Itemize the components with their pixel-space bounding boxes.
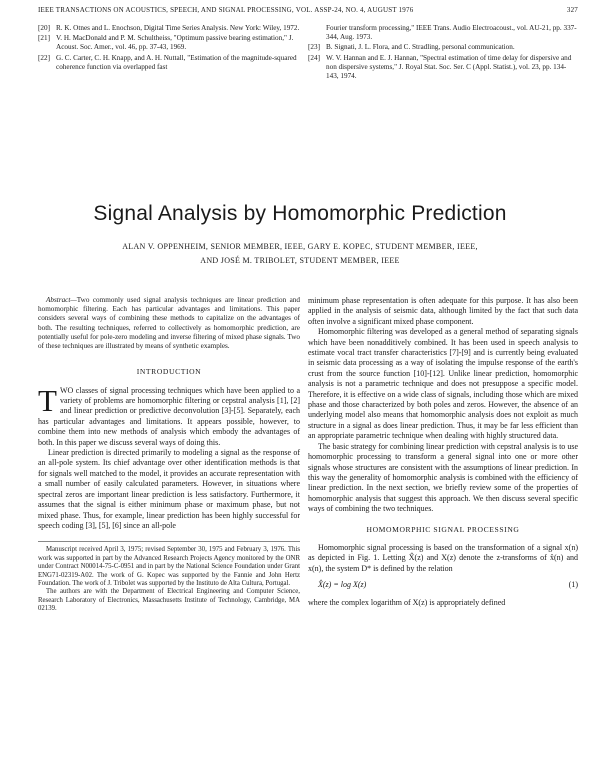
right-paragraph-3: The basic strategy for combining linear prediction with cepstral analysis is to use homomorphic processing to transform a general signal into one or more other signals whose structures are consistent with the assumptions of linear prediction. In this way the generality of homomorphic analysis is combined with the efficiency of linear prediction. In the next section, we briefly review some of the properties of homomorphic analysis that suggest this approach. We then discuss several specific ways of combining the two techniques. <box>308 441 578 514</box>
equation-1 <box>308 578 578 594</box>
journal-name: IEEE TRANSACTIONS ON ACOUSTICS, SPEECH, AND SIGNAL PROCESSING, VOL. ASSP-24, NO. 4, AUGUST 1976 <box>38 6 414 14</box>
reference-text: V. H. MacDonald and P. M. Schultheiss, "Optimum passive bearing estimation," J. Acoust. Soc. Amer., vol. 46, pp. 37-43, 1969. <box>56 34 294 52</box>
left-text-column <box>38 296 300 614</box>
abstract-text: Two commonly used signal analysis techniques are linear prediction and homomorphic filtering. Each has particular advantages and limitations. This paper considers several ways of combining these methods to capitalize on the advantages of both. The resulting techniques, referred to collectively as homomorphic prediction, are potentially useful for pole-zero modeling and inverse filtering of mixed phase signals. Two of these techniques are illustrated by means of synthetic examples. <box>38 296 300 351</box>
page-number: 327 <box>566 6 578 14</box>
reference-item <box>308 43 578 52</box>
section-heading-homomorphic: HOMOMORPHIC SIGNAL PROCESSING <box>366 524 520 534</box>
author-line-1: ALAN V. OPPENHEIM, SENIOR MEMBER, IEEE, GARY E. KOPEC, STUDENT MEMBER, IEEE, <box>122 242 478 251</box>
reference-text: R. K. Otnes and L. Enochson, Digital Time Series Analysis. New York: Wiley, 1972. <box>56 24 300 32</box>
right-text-column <box>308 296 578 609</box>
right-paragraph-4: Homomorphic signal processing is based on the transformation of a signal x(n) as depicted in Fig. 1. Letting X̂(z) and X(z) denote the z-transforms of x̂(n) and x(n), the system D* is defined by the relation <box>308 542 578 573</box>
footnotes <box>38 541 300 613</box>
right-paragraph-1: minimum phase representation is often adequate for this purpose. It has also been applied in the analysis of seismic data, although limited by the fact that such data often involve a significant mixed phase component. <box>308 296 578 326</box>
paper-title: Signal Analysis by Homomorphic Prediction <box>93 202 507 225</box>
reference-number: [20] <box>38 24 50 32</box>
reference-number: [23] <box>308 43 320 52</box>
references-left-column <box>38 24 300 73</box>
equation-expression: X̂(z) = log X(z) <box>318 580 367 590</box>
reference-text: W. V. Hannan and E. J. Hannan, "Spectral estimation of time delay for dispersive and non dispersive systems," J. Royal Stat. Soc. Ser. C (Appl. Statist.), vol. 23, pp. 134-143, 1974. <box>326 53 572 81</box>
right-paragraph-2: Homomorphic filtering was developed as a general method of separating signals which have been nonadditively combined. It has been used in speech analysis to estimate vocal tract transfer characteristics [7]-[9] and is currently being evaluated in seismic data processing as a way of isolating the impulse response of the earth's crust from the source function [10]-[12]. Unlike linear prediction, homomorphic analysis is not a parametric technique and does not presuppose a specific model. Therefore, it is effective on a wide class of signals, including those which are mixed phase and those characterized by both poles and zeros. However, the absence of an underlying model also means that homomorphic analysis does not exploit as much structure in a signal as does linear prediction. Thus, it may be far less efficient than an appropriate parametric technique when dealing with highly structured data. <box>308 327 578 441</box>
reference-text: Fourier transform processing," IEEE Trans. Audio Electroacoust., vol. AU-21, pp. 337-344, Aug. 1973. <box>326 24 577 42</box>
reference-item <box>308 54 578 82</box>
drop-cap: T <box>38 382 57 418</box>
reference-item <box>38 34 300 52</box>
reference-item <box>308 24 578 42</box>
section-heading-introduction: INTRODUCTION <box>136 367 202 377</box>
reference-item <box>38 24 300 33</box>
reference-number: [22] <box>38 53 50 62</box>
equation-number: (1) <box>568 580 578 590</box>
reference-number: [24] <box>308 53 320 62</box>
intro-paragraph-1-text: WO classes of signal processing techniques which have been applied to a variety of problems are homomorphic filtering or cepstral analysis [1], [2] and linear prediction or predictive deconvolution [3]-[5]. Separately, each has particular advantages and limitations. It appears possible, however, to combine them into new methods of analysis which embody the advantages of both. In this paper we discuss several ways of doing this. <box>38 385 300 447</box>
reference-number: [21] <box>38 34 50 43</box>
reference-item <box>38 54 300 72</box>
right-paragraph-5: where the complex logarithm of X(z) is appropriately defined <box>308 598 506 608</box>
intro-paragraph-1 <box>38 382 300 448</box>
references-right-column <box>308 24 578 82</box>
intro-paragraph-2: Linear prediction is directed primarily to modeling a signal as the response of an all-pole system. Its chief advantage over other identification methods is that for signals well matched to the model, it provides an accurate representation with a small number of easily calculated parameters. However, in situations where spectral zeros are important linear prediction is less satisfactory. Furthermore, it assumes that the signal is either minimum phase or maximum phase, but not mixed phase. Thus, for example, linear prediction has been highly successful for speech coding [3], [5], [6] since an all-pole <box>38 448 300 530</box>
footnote-affiliation: The authors are with the Department of Electrical Engineering and Computer Science, Research Laboratory of Electronics, Massachusetts Institute of Technology, Cambridge, MA 02139. <box>38 588 300 613</box>
running-header <box>38 6 578 18</box>
footnote-manuscript: Manuscript received April 3, 1975; revised September 30, 1975 and February 3, 1976. This work was supported in part by the Advanced Research Projects Agency monitored by the ONR under Contract N00014-75-C-0951 and in part by the National Science Foundation under Grant ENG71-02319-A02. The work of G. Kopec was supported by the Fannie and John Hertz Foundation. The work of J. Tribolet was supported by the Instituto de Alta Cultura, Portugal. <box>38 546 300 587</box>
author-line-2: AND JOSÉ M. TRIBOLET, STUDENT MEMBER, IEEE <box>200 256 400 265</box>
reference-text: G. C. Carter, C. H. Knapp, and A. H. Nuttall, "Estimation of the magnitude-squared coherence function via overlapped fast <box>56 53 297 71</box>
author-block <box>60 240 540 268</box>
abstract <box>38 296 300 351</box>
abstract-label: Abstract— <box>46 296 77 304</box>
reference-text: B. Signati, J. L. Flora, and C. Stradling, personal communication. <box>326 43 515 52</box>
